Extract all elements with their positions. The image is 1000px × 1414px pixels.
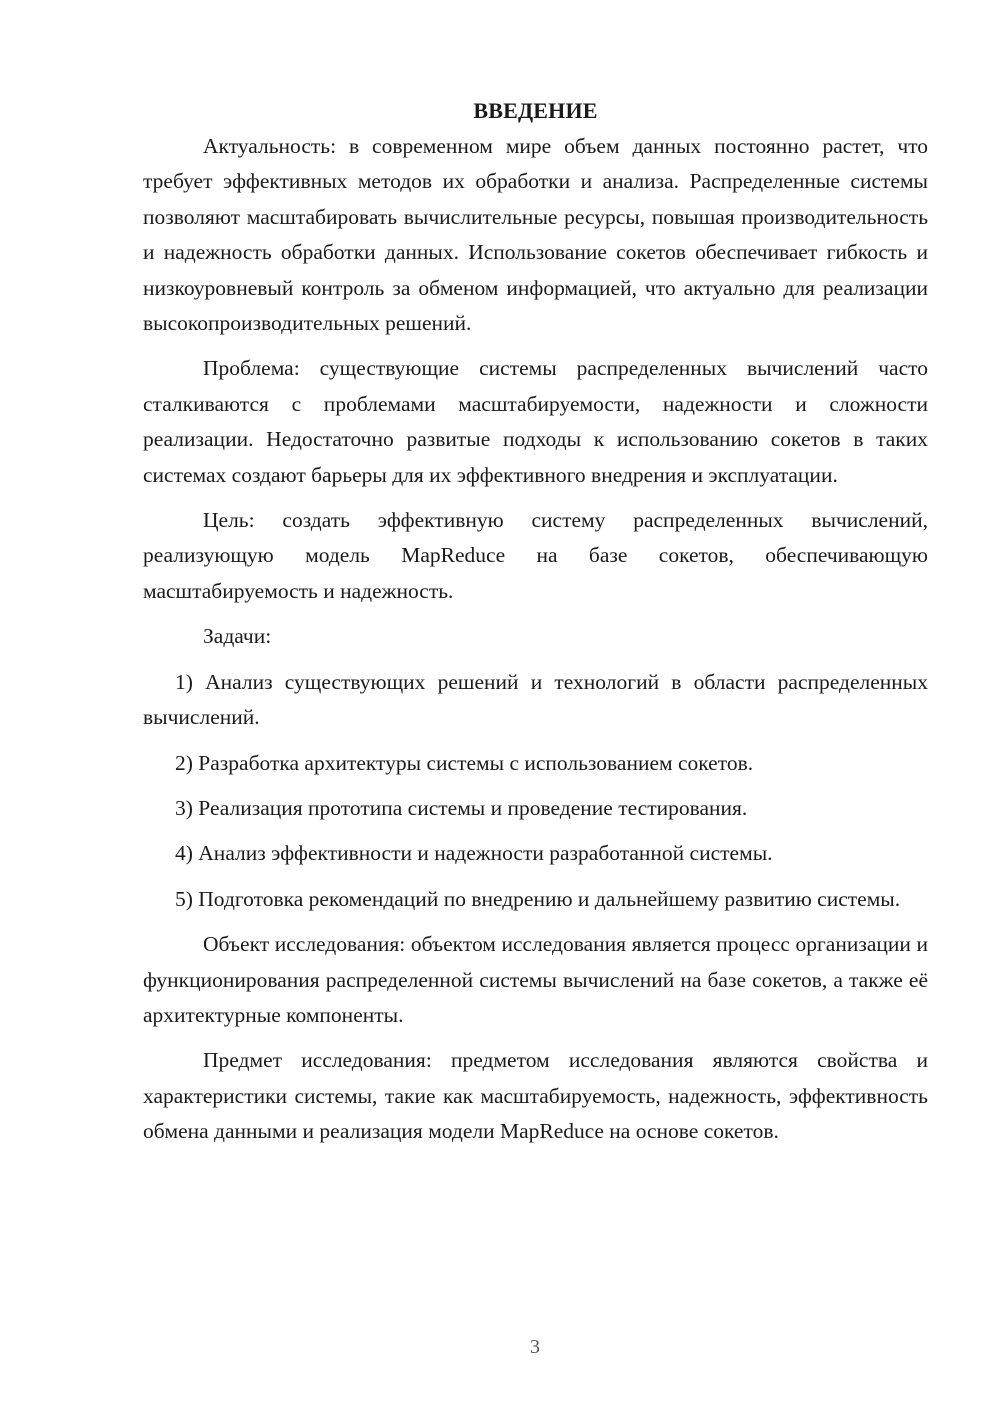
task-item: 1) Анализ существующих решений и технологий в области распределенных вычислений. [143,669,928,730]
task-item: 3) Реализация прототипа системы и проведение тестирования. [175,795,748,820]
task-item: 5) Подготовка рекомендаций по внедрению и дальнейшему развитию системы. [175,886,901,911]
paragraph-subject: Предмет исследования: предметом исследования являются свойства и характеристики системы, такие как масштабируемость, надежность, эффективность обмена данными и реализация модели MapReduce на основе сокетов. [143,1048,928,1144]
paragraph-relevance: Актуальность: в современном мире объем данных постоянно растет, что требует эффективных методов их обработки и анализа. Распределенные системы позволяют масштабировать вычислительные ресурсы, повышая производительность и надежность обработки данных. Использование сокетов обеспечивает гибкость и низкоуровневый контроль за обменом информацией, что актуально для реализации высокопроизводительных решений. [143,134,928,336]
task-item: 2) Разработка архитектуры системы с использованием сокетов. [175,750,754,775]
paragraph-problem: Проблема: существующие системы распределенных вычислений часто сталкиваются с проблемами масштабируемости, надежности и сложности реализации. Недостаточно развитые подходы к использованию сокетов в таких системах создают барьеры для их эффективного внедрения и эксплуатации. [143,356,928,487]
document-page [143,95,928,1160]
paragraph-goal: Цель: создать эффективную систему распределенных вычислений, реализующую модель MapReduce на базе сокетов, обеспечивающую масштабируемость и надежность. [143,508,928,603]
page-number: 3 [530,1336,540,1358]
paragraph-object: Объект исследования: объектом исследования является процесс организации и функционирования распределенной системы вычислений на базе сокетов, а также её архитектурные компоненты. [143,932,928,1027]
task-item: 4) Анализ эффективности и надежности разработанной системы. [175,841,773,866]
tasks-list [143,665,928,917]
section-heading: ВВЕДЕНИЕ [473,98,598,123]
tasks-label: Задачи: [203,624,272,649]
